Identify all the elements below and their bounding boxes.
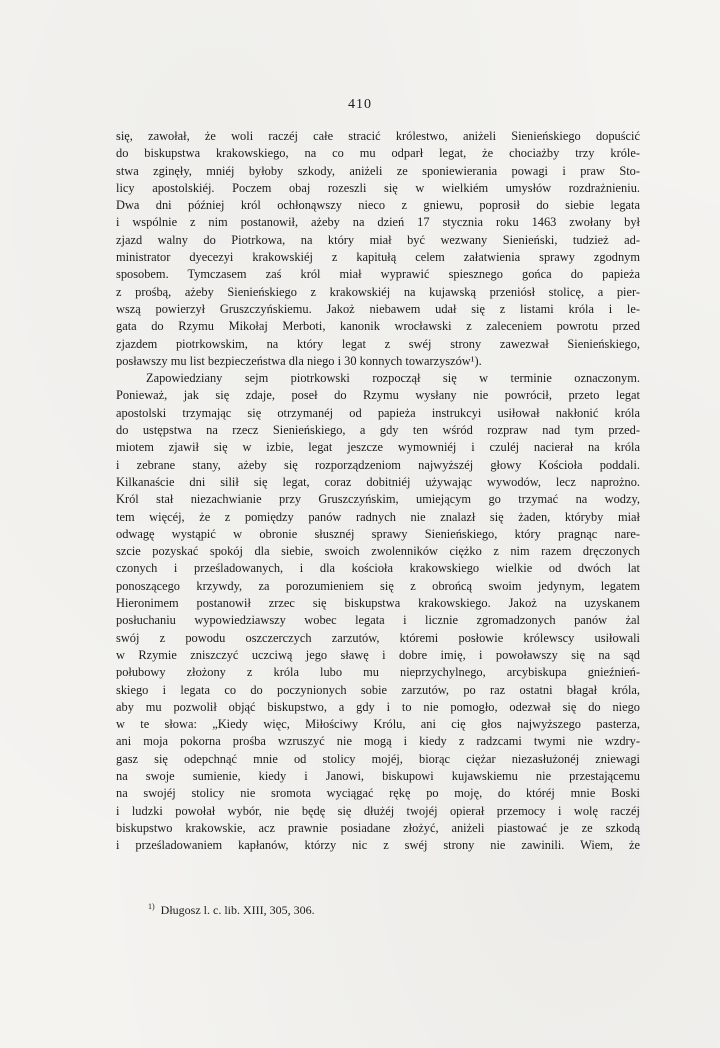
body-text	[116, 128, 640, 854]
text-line: Zapowiedziany sejm piotrkowski rozpoczął się w terminie oznaczonym.	[146, 371, 640, 386]
text-line: i zebrane stany, ażeby się rozporządzeniom najwyższéj głowy Kościoła poddali.	[116, 457, 640, 472]
text-line: miotem zjawił się w izbie, legat jeszcze wymowniéj i czuléj nacierał na króla	[116, 440, 640, 455]
footnote-text: Długosz l. c. lib. XIII, 305, 306.	[160, 903, 315, 917]
text-line: Hieronimem postanowił zrzec się biskupstwa krakowskiego. Jakoż na uzyskanem	[116, 596, 640, 611]
text-line: i prześladowaniem kapłanów, którzy nic z swéj strony nie zawinili. Wiem, że	[116, 838, 640, 853]
text-line: Dwa dni później król ochłonąwszy nieco z gniewu, poprosił do siebie legata	[116, 198, 640, 213]
text-line: zjazd walny do Piotrkowa, na który miał być wezwany Sienieński, tudzież ad-	[116, 232, 640, 247]
text-line: połubowy złożony z króla lubo mu nieprzychylnego, arcybiskupa gnieźnień-	[116, 665, 640, 680]
footnote	[148, 902, 315, 918]
text-line: licy apostolskiéj. Poczem obaj rozeszli się w wielkiém umysłów rozdrażnieniu.	[116, 180, 640, 195]
text-line: skiego i legata co do poczynionych sobie zarzutów, po raz ostatni błagał króla,	[116, 682, 640, 697]
footnote-marker: 1)	[148, 902, 155, 911]
text-line: aby mu pozwolił objąć biskupstwo, a gdy i to nie pomogło, odezwał się do niego	[116, 699, 640, 714]
text-line: do biskupstwa krakowskiego, na co mu odparł legat, że chociażby trzy króle-	[116, 146, 640, 161]
text-line: do ustępstwa na rzecz Sienieńskiego, a gdy ten wśród rozpraw nad tym przed-	[116, 423, 640, 438]
text-line: ani moja pokorna prośba wzruszyć nie mogą i kiedy z radzcami twymi nie wzdry-	[116, 734, 640, 749]
text-line: odwagę wystąpić w obronie słusznéj sprawy Sienieńskiego, który pragnąc nare-	[116, 526, 640, 541]
text-line: i ludzki powołał wybór, nie będę się dłużéj twojéj opierał przemocy i wolę raczéj	[116, 803, 640, 818]
text-line: sposobem. Tymczasem zaś król miał wyprawić spiesznego gońca do papieża	[116, 267, 640, 282]
text-line: tem więcéj, że z pomiędzy panów radnych nie znalazł się żaden, któryby miał	[116, 509, 640, 524]
text-line: Ponieważ, jak się zdaje, poseł do Rzymu wysłany nie powrócił, przeto legat	[116, 388, 640, 403]
text-line: Król stał niezachwianie przy Gruszczyńskim, umiejącym go trzymać na wodzy,	[116, 492, 640, 507]
text-line: ministrator dyecezyi krakowskiéj z kapitułą celem załatwienia sprawy zgodnym	[116, 250, 640, 265]
text-line: apostolski trzymając się otrzymanéj od papieża instrukcyi usiłował nakłonić króla	[116, 405, 640, 420]
text-line: wszą powierzył Gruszczyńskiemu. Jakoż niebawem udał się z listami króla i le-	[116, 301, 640, 316]
text-line: posławszy mu list bezpieczeństwa dla niego i 30 konnych towarzyszów¹).	[116, 353, 482, 368]
text-line: biskupstwo krakowskie, acz prawnie posiadane złożyć, aniżeli piastować je ze szkodą	[116, 820, 640, 835]
text-line: gasz się odepchnąć mnie od stolicy mojéj, biorąc ciężar niezasłużonéj zniewagi	[116, 751, 640, 766]
text-line: na swoje sumienie, kiedy i Janowi, biskupowi kujawskiemu nie przestającemu	[116, 768, 640, 783]
text-line: stwa zginęły, mniéj byłoby szkody, aniżeli ze sponiewierania powagi i praw Sto-	[116, 163, 640, 178]
text-line: w Rzymie zniszczyć uczciwą jego sławę i dobre imię, i powoławszy się na sąd	[116, 647, 640, 662]
text-line: czonych i prześladowanych, i dla kościoła krakowskiego wielkie od dwóch lat	[116, 561, 640, 576]
text-line: zjazdem piotrkowskim, na który legat z swéj strony zawezwał Sienieńskiego,	[116, 336, 640, 351]
text-line: z prośbą, ażeby Sienieńskiego z krakowskiéj na kujawską przeniósł stolicę, a pier-	[116, 284, 640, 299]
text-line: szcie pozyskać spokój dla siebie, swoich zwolenników ciężko z nim razem dręczonych	[116, 544, 640, 559]
text-line: i wspólnie z nim postanowił, ażeby na dzień 17 stycznia roku 1463 zwołany był	[116, 215, 640, 230]
text-line: swój z powodu oszczerczych zarzutów, któremi posłowie królewscy usiłowali	[116, 630, 640, 645]
text-line: na swojéj stolicy nie sromota wyciągać rękę po moję, do któréj mnie Boski	[116, 786, 640, 801]
text-line: posłuchaniu wypowiedziawszy wobec legata i licznie zgromadzonych panów żal	[116, 613, 640, 628]
text-line: się, zawołał, że woli raczéj całe stracić królestwo, aniżeli Sienieńskiego dopuścić	[116, 129, 640, 143]
text-line: Kilkanaście dni silił się legat, coraz dobitniéj używając wywodów, lecz naprożno.	[116, 474, 640, 489]
text-line: gata do Rzymu Mikołaj Merboti, kanonik wrocławski z zaleceniem powrotu przed	[116, 319, 640, 334]
page-number: 410	[348, 97, 372, 112]
text-line: ponoszącego krzywdy, za porozumieniem się z obrońcą swoim jedynym, legatem	[116, 578, 640, 593]
text-line: w te słowa: „Kiedy więc, Miłościwy Królu, ani cię głos najwyższego pasterza,	[116, 717, 640, 732]
